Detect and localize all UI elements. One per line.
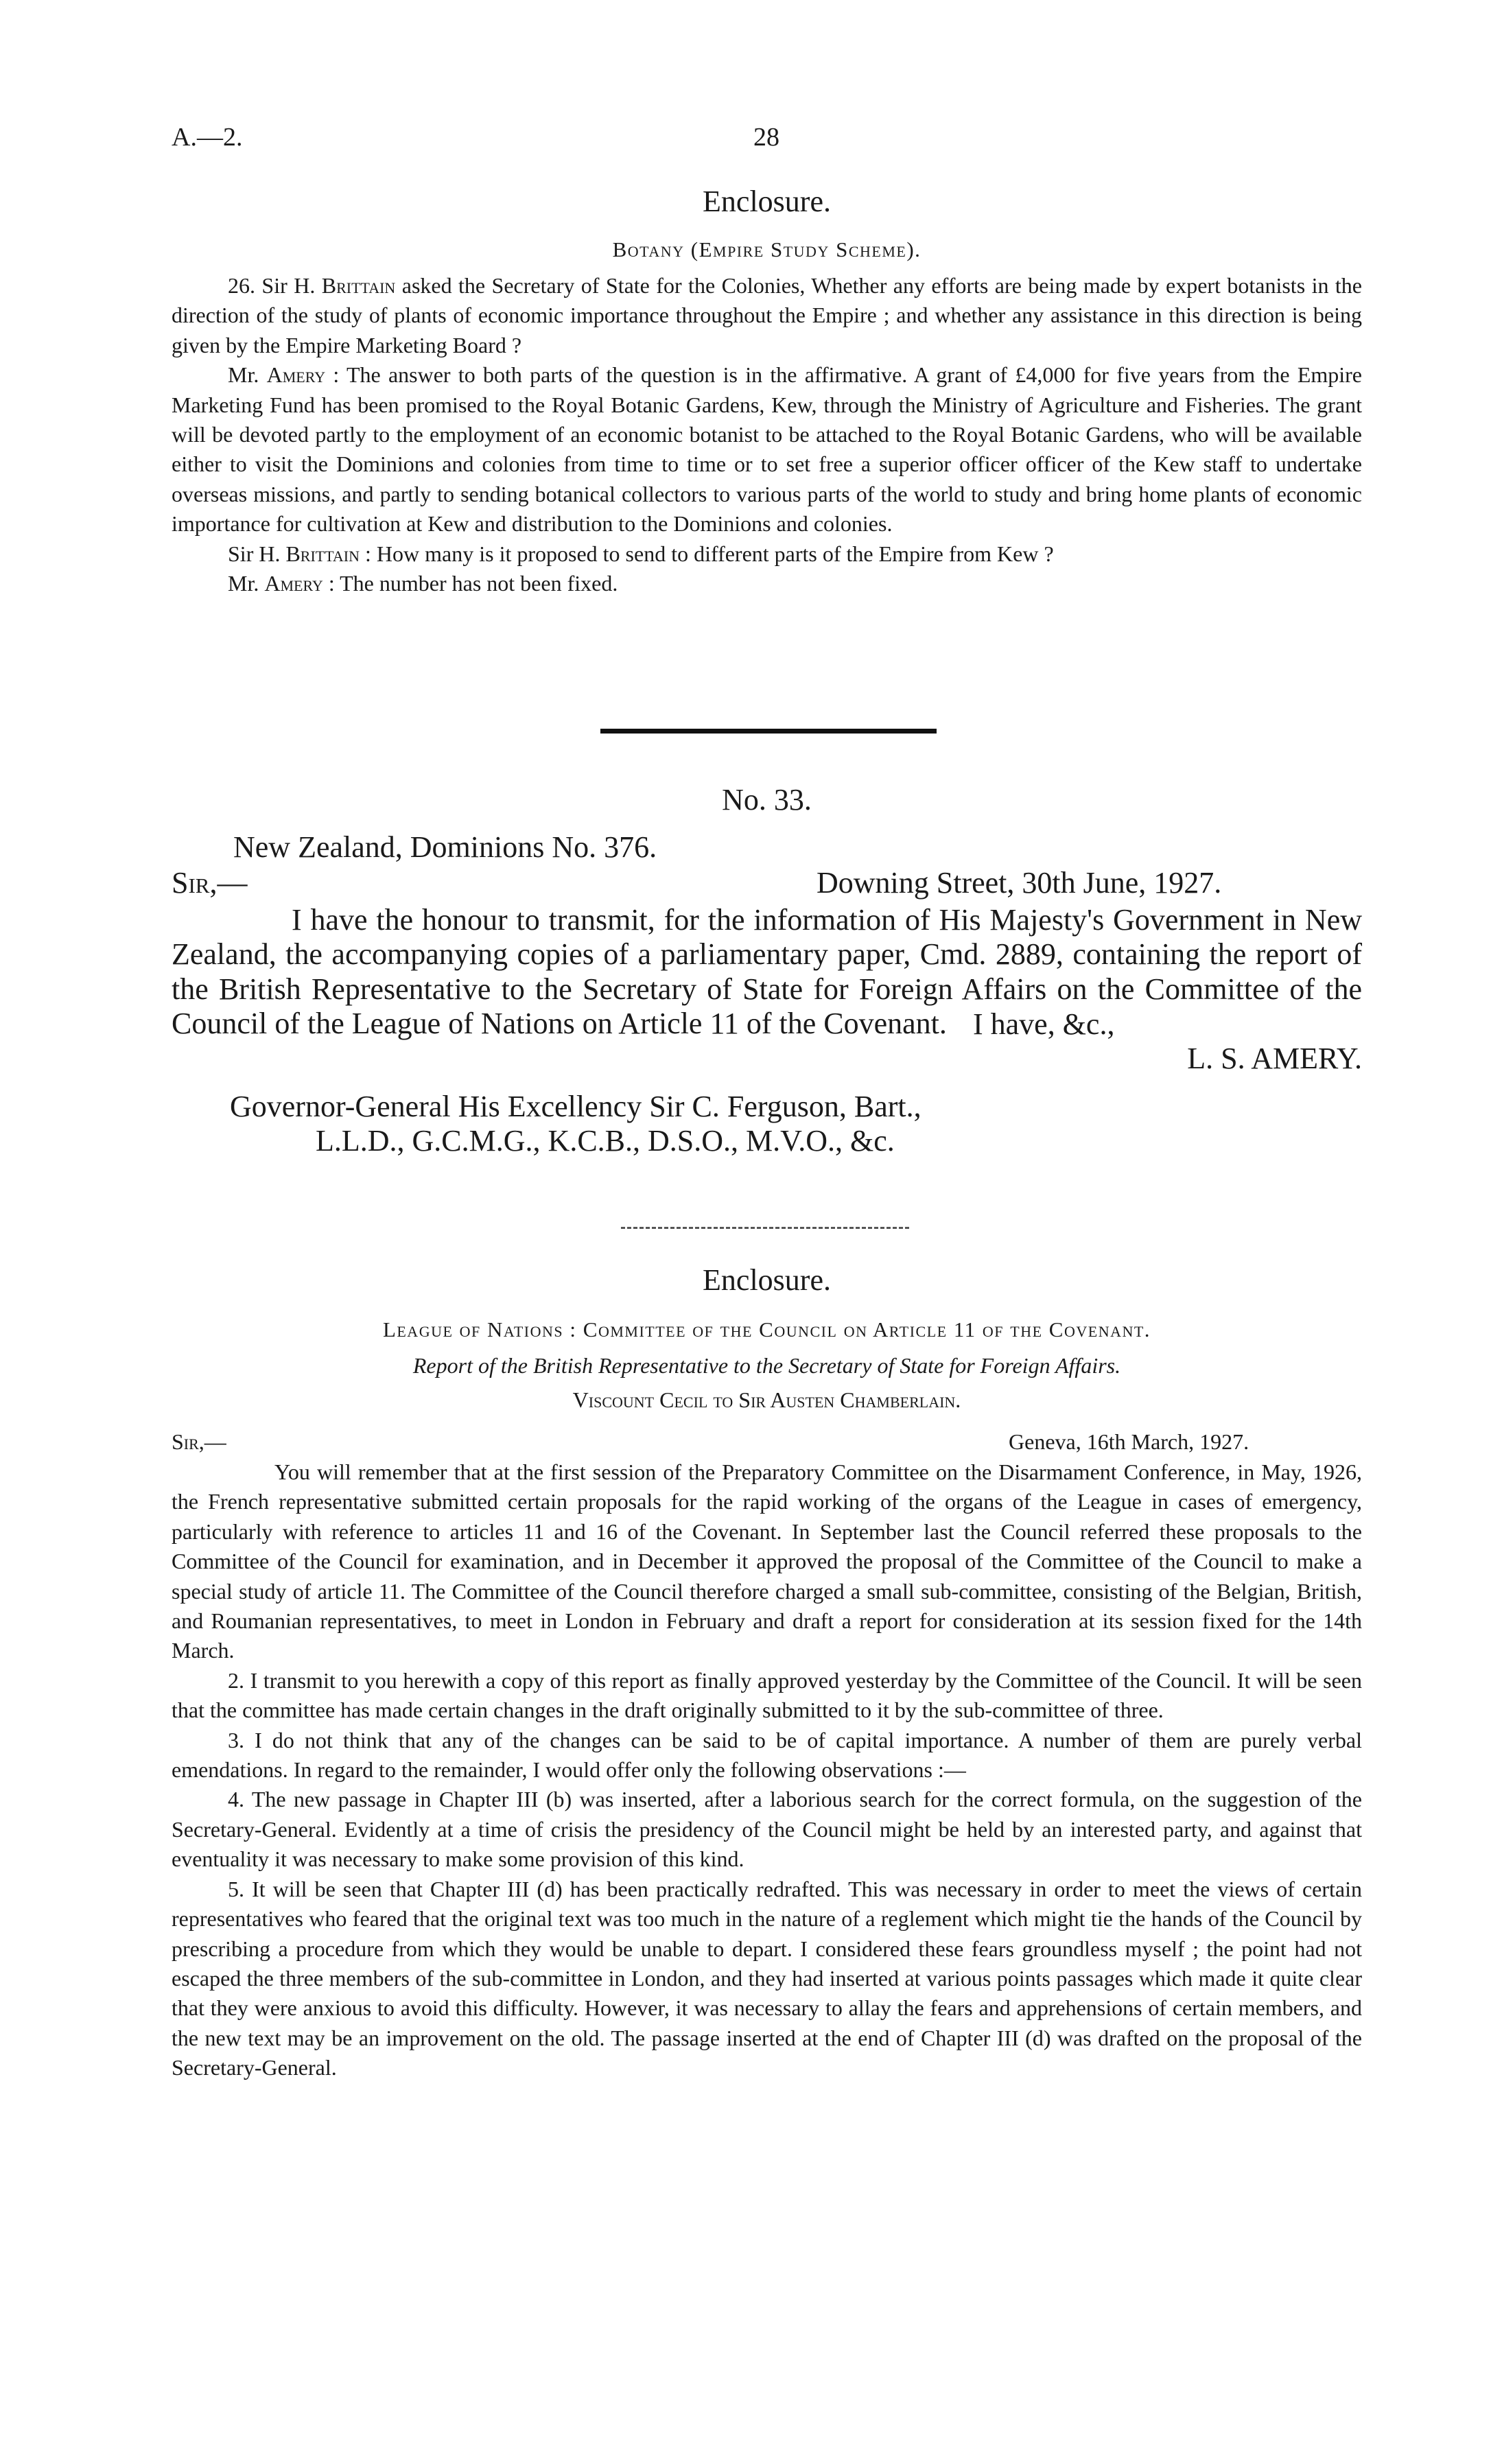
letter-number: No. 33. bbox=[722, 783, 812, 817]
addressee-line-2: L.L.D., G.C.M.G., K.C.B., D.S.O., M.V.O., &c. bbox=[316, 1124, 895, 1158]
answer-paragraph: Mr. Amery : The answer to both parts of the question is in the affirmative. A grant of £4,000 for five years from the Empire Marketing Fund has been promised to the Royal Botanic Gardens, Kew, through the Ministry of Agriculture and Fisheries. The grant will be devoted partly to the employment of an economic botanist to be attached to the Royal Botanic Gardens, who will be available either to visit the Dominions and colonies from time to time or to set free a superior officer officer of the Kew staff to undertake overseas missions, and partly to sending botanical collectors to various parts of the world to study and bring home plants of economic importance for cultivation at Kew and distribution to the Dominions and colonies. bbox=[172, 362, 1363, 537]
botany-heading: Botany (Empire Study Scheme). bbox=[612, 237, 921, 261]
section-divider bbox=[600, 729, 937, 734]
report-body bbox=[172, 1427, 1362, 2083]
letter-salutation-row bbox=[172, 866, 1362, 903]
enclosure-title-1: Enclosure. bbox=[703, 185, 831, 218]
botany-qa bbox=[172, 271, 1362, 598]
followup-answer: Mr. Amery : The number has not been fixed. bbox=[228, 571, 618, 596]
addressee-line-1: Governor-General His Excellency Sir C. Ferguson, Bart., bbox=[230, 1089, 921, 1123]
report-subheading: Report of the British Representative to the Secretary of State for Foreign Affairs. bbox=[412, 1353, 1121, 1378]
report-paragraph-3: 3. I do not think that any of the changes can be said to be of capital importance. A number of them are purely verbal emendations. In regard to the remainder, I would offer only the following observations :— bbox=[172, 1727, 1362, 1783]
report-salutation-row bbox=[172, 1427, 1362, 1457]
document-reference: A.—2. bbox=[172, 123, 243, 152]
letter-place-date: Downing Street, 30th June, 1927. bbox=[817, 866, 1222, 900]
letter-salutation: Sir,— bbox=[172, 866, 248, 900]
question-paragraph: 26. Sir H. Brittain asked the Secretary of State for the Colonies, Whether any efforts are being made by expert botanists in the direction of the study of plants of economic importance throughout the Empire ; and whether any assistance in this direction is being given by the Empire Marketing Board ? bbox=[172, 273, 1363, 357]
from-to-line: Viscount Cecil to Sir Austen Chamberlain. bbox=[572, 1387, 961, 1412]
report-paragraph-5: 5. It will be seen that Chapter III (d) has been practically redrafted. This was necessary in order to meet the views of certain representatives who feared that the original text was too much in the nature of a reglement which might tie the hands of the Council by prescribing a procedure from which they would be unable to depart. I considered these fears groundless myself ; the point had not escaped the three members of the sub-committee in London, and they had inserted at various points passages which made it quite clear that they were anxious to avoid this difficulty. However, it was necessary to allay the fears and apprehensions of certain members, and the new text may be an improvement on the old. The passage inserted at the end of Chapter III (d) was drafted on the proposal of the Secretary-General. bbox=[172, 1876, 1362, 2080]
report-salutation: Sir,— bbox=[172, 1429, 226, 1454]
dotted-divider bbox=[621, 1227, 909, 1229]
report-paragraph-1: You will remember that at the first session of the Preparatory Committee on the Disarmament Conference, in May, 1926, the French representative submitted certain proposals for the rapid working of the organs of the League in cases of emergency, particularly with reference to articles 11 and 16 of the Covenant. In September last the Council referred these proposals to the Committee of the Council for examination, and in December it approved the proposal of the Committee of the Council to make a special study of article 11. The Committee of the Council therefore charged a small sub-committee, consisting of the Belgian, British, and Roumanian representatives, to meet in London in February and draft a report for consideration at its session fixed for the 14th March. bbox=[172, 1459, 1362, 1663]
report-place-date: Geneva, 16th March, 1927. bbox=[1009, 1429, 1249, 1454]
report-paragraph-4: 4. The new passage in Chapter III (b) was inserted, after a laborious search for the correct formula, on the suggestion of the Secretary-General. Evidently at a time of crisis the presidency of the Council might be held by an interested party, and against that eventuality it was necessary to make some provision of this kind. bbox=[172, 1787, 1362, 1872]
report-paragraph-2: 2. I transmit to you herewith a copy of this report as finally approved yesterday by the Committee of the Council. It will be seen that the committee has made certain changes in the draft originally submitted to it by the sub-committee of three. bbox=[172, 1667, 1362, 1723]
letter-reference: New Zealand, Dominions No. 376. bbox=[233, 830, 657, 864]
page-number: 28 bbox=[753, 123, 779, 152]
letter-signature: L. S. AMERY. bbox=[1187, 1041, 1362, 1075]
enclosure-title-2: Enclosure. bbox=[703, 1263, 831, 1297]
letter bbox=[172, 830, 1362, 1158]
letter-closing: I have, &c., bbox=[973, 1007, 1115, 1041]
league-heading: League of Nations : Committee of the Council on Article 11 of the Covenant. bbox=[382, 1317, 1151, 1341]
followup-question: Sir H. Brittain : How many is it proposed to send to different parts of the Empire from Kew ? bbox=[228, 541, 1054, 566]
letter-body: I have the honour to transmit, for the information of His Majesty's Government in New Zealand, the accompanying copies of a parliamentary paper, Cmd. 2889, containing the report of the British Representative to the Secretary of State for Foreign Affairs on the Committee of the Council of the League of Nations on Article 11 of the Covenant. bbox=[172, 903, 1362, 1041]
